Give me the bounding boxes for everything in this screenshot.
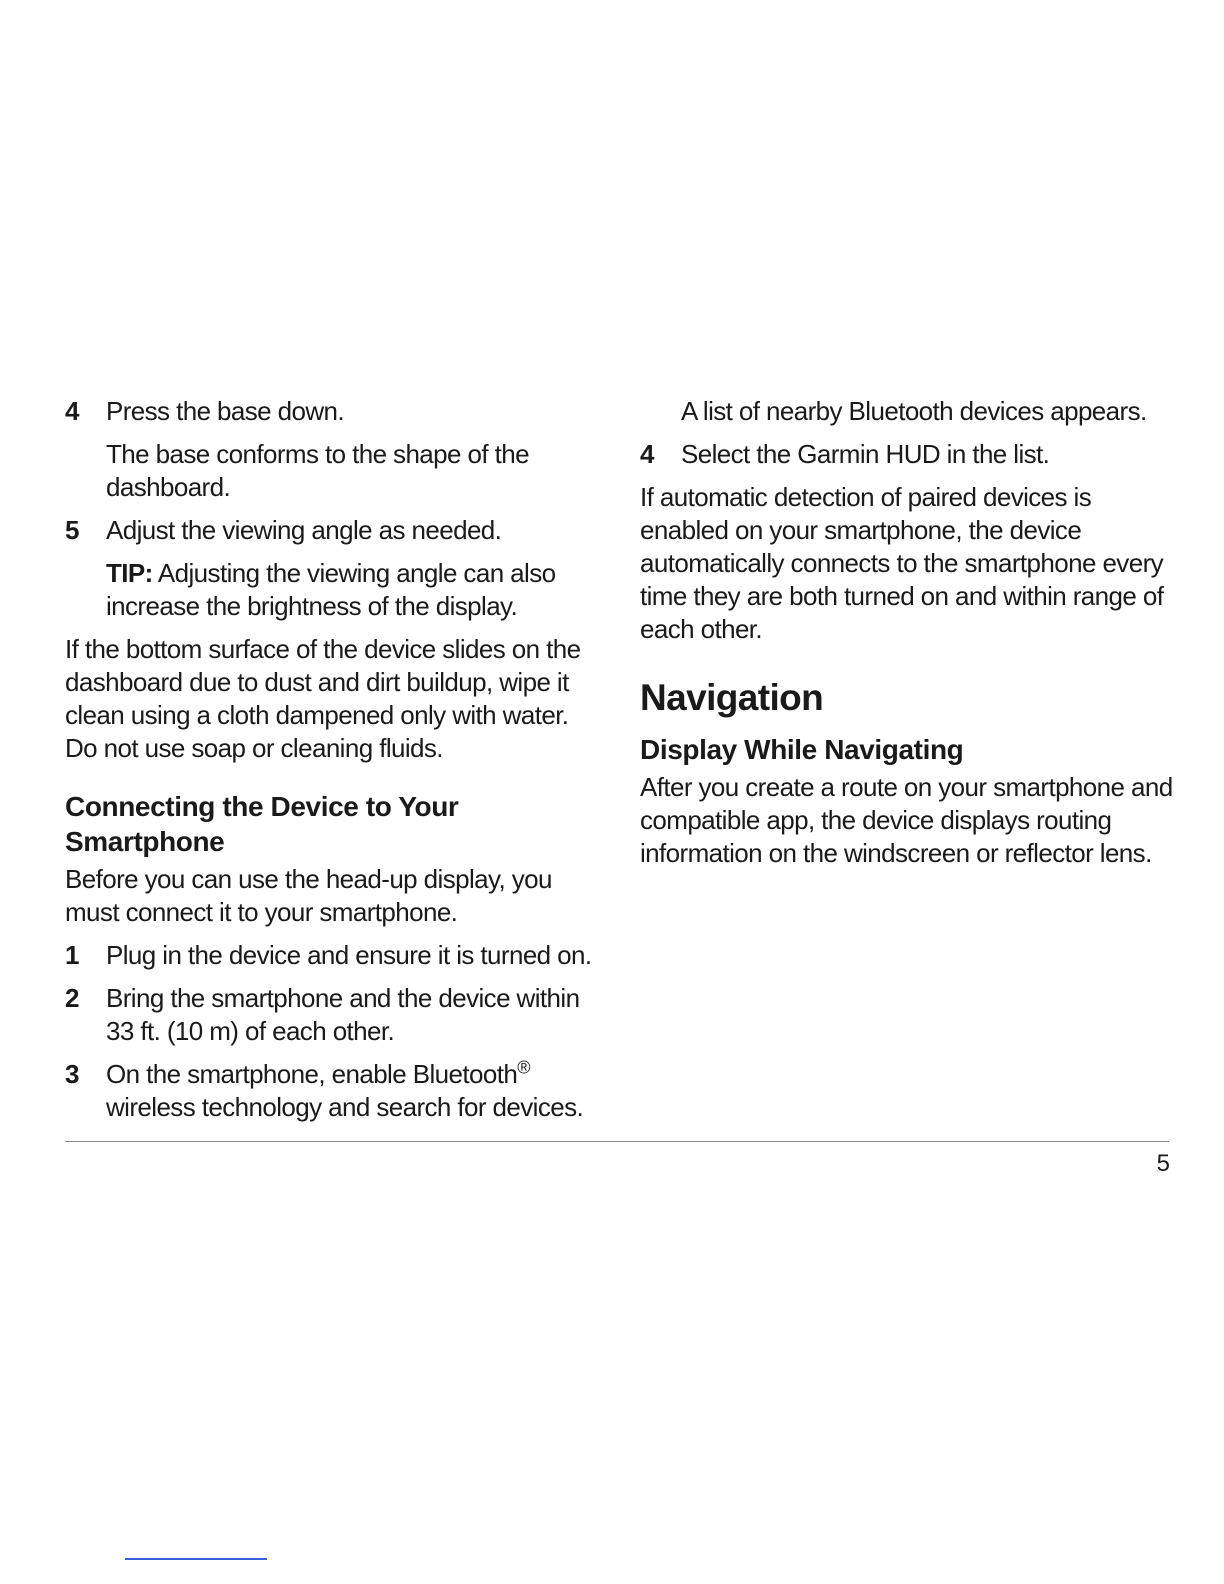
step-4-select-hud <box>640 438 1180 471</box>
step-text <box>106 1058 605 1124</box>
step-5-adjust-angle <box>65 514 605 547</box>
scan-edge-mark <box>125 1558 267 1560</box>
tip-text: Adjusting the viewing angle can also increase the brightness of the display. <box>106 558 556 621</box>
right-column <box>640 395 1180 880</box>
step-number: 2 <box>65 983 80 1013</box>
step-text: Adjust the viewing angle as needed. <box>106 515 502 545</box>
step-text: Plug in the device and ensure it is turned on. <box>106 940 592 970</box>
connect-step-3 <box>65 1058 605 1124</box>
step-text: Bring the smartphone and the device within 33 ft. (10 m) of each other. <box>106 983 580 1046</box>
step-4-press-base <box>65 395 605 428</box>
list-appears-note: A list of nearby Bluetooth devices appears. <box>681 396 1147 426</box>
display-while-navigating-heading: Display While Navigating <box>640 734 964 765</box>
step-number: 4 <box>65 396 80 426</box>
connecting-heading: Connecting the Device to Your Smartphone <box>65 791 459 857</box>
step-text-start: On the smartphone, enable Bluetooth <box>106 1059 518 1089</box>
connect-step-2 <box>65 982 605 1048</box>
step-text: Select the Garmin HUD in the list. <box>681 439 1050 469</box>
registered-mark: ® <box>517 1057 530 1078</box>
auto-connect-paragraph: If automatic detection of paired devices is enabled on your smartphone, the device automatically connects to the smartphone every time they are both turned on and within range of each other. <box>640 482 1164 644</box>
footer-divider <box>65 1141 1169 1142</box>
connecting-intro: Before you can use the head-up display, you must connect it to your smartphone. <box>65 864 552 927</box>
cleaning-paragraph: If the bottom surface of the device slides on the dashboard due to dust and dirt buildup, wipe it clean using a cloth dampened only with water. Do not use soap or cleaning fluids. <box>65 634 581 763</box>
step-number: 5 <box>65 515 80 545</box>
step-4-note: The base conforms to the shape of the dashboard. <box>106 439 529 502</box>
page-number: 5 <box>1156 1150 1170 1177</box>
left-column <box>65 395 605 1134</box>
connect-step-1 <box>65 939 605 972</box>
step-number: 3 <box>65 1059 80 1089</box>
step-text-end: wireless technology and search for devices. <box>106 1092 584 1122</box>
step-number: 4 <box>640 439 655 469</box>
tip-label: TIP: <box>106 558 153 588</box>
step-text: Press the base down. <box>106 396 345 426</box>
step-number: 1 <box>65 940 80 970</box>
tip-note <box>106 557 605 623</box>
display-paragraph: After you create a route on your smartphone and compatible app, the device displays routing information on the windscreen or reflector lens. <box>640 772 1173 868</box>
navigation-heading: Navigation <box>640 677 824 718</box>
